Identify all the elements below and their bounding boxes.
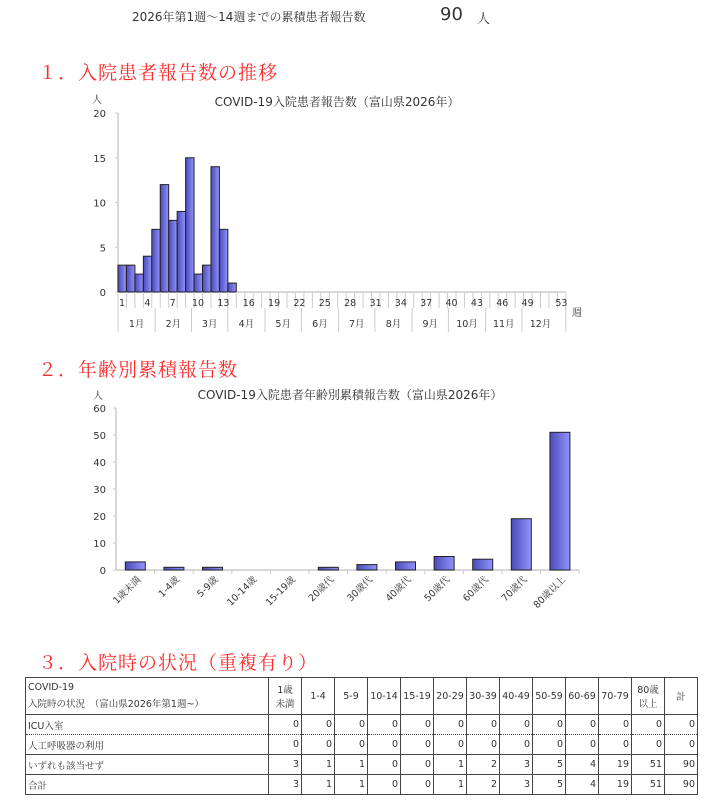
month-label: 3月 xyxy=(201,319,218,330)
weekly-bar xyxy=(118,265,126,292)
col-header: 1-4 xyxy=(302,678,335,715)
table-header-row xyxy=(26,678,698,715)
y-tick-label: 60 xyxy=(93,404,106,415)
table-cell: 0 xyxy=(632,735,665,755)
table-cell: 0 xyxy=(467,715,500,735)
table-cell: 0 xyxy=(401,735,434,755)
table-cell: 19 xyxy=(599,775,632,795)
table-cell: 1 xyxy=(434,755,467,775)
y-tick-label: 0 xyxy=(99,566,106,577)
col-header: 20-29 xyxy=(434,678,467,715)
weekly-bar xyxy=(160,185,168,292)
row-label: 合計 xyxy=(26,775,269,795)
col-header: 計 xyxy=(665,678,698,715)
table-cell: 90 xyxy=(665,775,698,795)
y-tick-label: 20 xyxy=(93,109,106,120)
category-label: 1-4歳 xyxy=(156,574,183,600)
col-header: 10-14 xyxy=(368,678,401,715)
table-cell: 0 xyxy=(566,735,599,755)
table-cell: 1 xyxy=(335,775,368,795)
admission-status-table xyxy=(25,677,698,795)
weekly-bar xyxy=(228,283,236,292)
month-label: 10月 xyxy=(456,319,478,330)
y-tick-label: 5 xyxy=(99,243,106,255)
table-cell: 0 xyxy=(269,735,302,755)
col-header: 40-49 xyxy=(500,678,533,715)
y-tick-label: 40 xyxy=(93,458,106,469)
y-tick-label: 0 xyxy=(99,288,106,299)
table-cell: 90 xyxy=(665,755,698,775)
category-label: 30歳代 xyxy=(345,574,376,605)
table-cell: 0 xyxy=(368,775,401,795)
age-bar xyxy=(357,565,377,570)
table-cell: 1 xyxy=(302,755,335,775)
weekly-bar xyxy=(219,229,227,292)
row-label: 人工呼吸器の利用 xyxy=(26,735,269,755)
x-unit-label: 週 xyxy=(571,308,582,319)
month-label: 12月 xyxy=(529,319,552,330)
age-bar xyxy=(203,567,223,570)
table-cell: 3 xyxy=(500,775,533,795)
table-cell: 1 xyxy=(302,775,335,795)
category-label: 80歳以上 xyxy=(531,574,569,611)
age-bar xyxy=(550,432,570,570)
table-cell: 5 xyxy=(533,775,566,795)
table-row xyxy=(26,775,698,795)
x-tick-label: 19 xyxy=(268,298,281,309)
col-header: 15-19 xyxy=(401,678,434,715)
month-label: 6月 xyxy=(312,319,328,330)
x-tick-label: 16 xyxy=(242,298,255,309)
weekly-chart-title: COVID-19入院患者報告数（富山県2026年） xyxy=(214,95,460,109)
weekly-bar xyxy=(186,158,194,292)
weekly-bar xyxy=(135,274,143,292)
table-cell: 0 xyxy=(269,715,302,735)
col-header: 1歳 未満 xyxy=(269,678,302,715)
table-row xyxy=(26,755,698,775)
table-cell: 0 xyxy=(599,715,632,735)
section-title-status: ３．入院時の状況（重複有り） xyxy=(38,652,319,674)
table-header-label: COVID-19 入院時の状況 （富山県2026年第1週~） xyxy=(26,678,269,715)
x-tick-label: 40 xyxy=(445,298,458,309)
table-cell: 0 xyxy=(434,715,467,735)
table-cell: 0 xyxy=(434,735,467,755)
section-title-weekly: １．入院患者報告数の推移 xyxy=(38,62,279,84)
age-y-unit: 人 xyxy=(93,391,103,402)
x-tick-label: 31 xyxy=(369,298,382,309)
x-tick-label: 13 xyxy=(217,298,230,309)
category-label: 15-19歳 xyxy=(263,574,298,609)
month-label: 1月 xyxy=(128,319,145,330)
month-label: 8月 xyxy=(385,319,402,330)
category-label: 1歳未満 xyxy=(111,574,144,607)
x-tick-label: 1 xyxy=(118,298,126,309)
table-row xyxy=(26,735,698,755)
x-tick-label: 4 xyxy=(144,298,151,309)
table-cell: 0 xyxy=(401,775,434,795)
y-tick-label: 10 xyxy=(93,198,106,210)
y-tick-label: 15 xyxy=(93,153,106,165)
row-label: ICU入室 xyxy=(26,715,269,735)
weekly-bar xyxy=(177,211,185,292)
x-tick-label: 7 xyxy=(169,298,176,309)
table-cell: 51 xyxy=(632,775,665,795)
x-tick-label: 28 xyxy=(344,298,357,309)
age-bar xyxy=(473,559,493,570)
x-tick-label: 22 xyxy=(293,298,306,309)
table-cell: 0 xyxy=(368,715,401,735)
col-header: 80歳 以上 xyxy=(632,678,665,715)
table-cell: 0 xyxy=(599,735,632,755)
table-cell: 1 xyxy=(434,775,467,795)
section-title-age: ２．年齢別累積報告数 xyxy=(38,359,239,381)
y-tick-label: 10 xyxy=(93,539,106,550)
col-header: 60-69 xyxy=(566,678,599,715)
table-cell: 0 xyxy=(500,735,533,755)
category-label: 40歳代 xyxy=(383,574,414,605)
col-header: 50-59 xyxy=(533,678,566,715)
table-cell: 4 xyxy=(566,775,599,795)
month-label: 11月 xyxy=(492,319,515,330)
table-cell: 0 xyxy=(401,715,434,735)
age-bar xyxy=(511,519,531,570)
table-cell: 2 xyxy=(467,755,500,775)
y-tick-label: 30 xyxy=(93,485,106,496)
category-label: 70歳代 xyxy=(499,574,530,605)
table-cell: 0 xyxy=(500,715,533,735)
table-cell: 0 xyxy=(566,715,599,735)
weekly-bar xyxy=(126,265,134,292)
x-tick-label: 46 xyxy=(496,298,509,309)
table-cell: 0 xyxy=(401,755,434,775)
x-tick-label: 34 xyxy=(394,298,407,309)
table-cell: 1 xyxy=(335,755,368,775)
col-header: 30-39 xyxy=(467,678,500,715)
y-tick-label: 20 xyxy=(93,512,106,523)
table-cell: 0 xyxy=(302,715,335,735)
age-chart-title: COVID-19入院患者年齢別累積報告数（富山県2026年） xyxy=(197,388,503,402)
weekly-chart xyxy=(0,0,718,340)
table-cell: 3 xyxy=(269,775,302,795)
table-cell: 0 xyxy=(335,735,368,755)
table-cell: 19 xyxy=(599,755,632,775)
age-bar xyxy=(164,567,184,570)
table-cell: 0 xyxy=(368,755,401,775)
table-cell: 0 xyxy=(533,715,566,735)
y-tick-label: 50 xyxy=(93,431,106,442)
table-cell: 5 xyxy=(533,755,566,775)
summary-count: 90 xyxy=(440,4,463,25)
table-cell: 3 xyxy=(500,755,533,775)
category-label: 10-14歳 xyxy=(225,574,260,609)
summary-unit: 人 xyxy=(477,12,491,27)
age-chart xyxy=(0,380,718,640)
table-cell: 3 xyxy=(269,755,302,775)
table-cell: 51 xyxy=(632,755,665,775)
category-label: 60歳代 xyxy=(461,574,491,605)
weekly-bar xyxy=(143,256,151,292)
weekly-bar xyxy=(169,220,177,292)
category-label: 20歳代 xyxy=(306,574,337,605)
table-cell: 2 xyxy=(467,775,500,795)
col-header: 70-79 xyxy=(599,678,632,715)
table-cell: 0 xyxy=(368,735,401,755)
category-label: 5-9歳 xyxy=(195,574,221,600)
month-label: 7月 xyxy=(348,319,365,330)
category-label: 50歳代 xyxy=(422,574,453,605)
x-tick-label: 53 xyxy=(555,298,568,309)
month-label: 9月 xyxy=(422,319,439,330)
weekly-bar xyxy=(194,274,202,292)
table-cell: 0 xyxy=(665,735,698,755)
x-tick-label: 37 xyxy=(420,298,433,309)
month-label: 4月 xyxy=(238,319,255,330)
age-bar xyxy=(125,562,145,570)
weekly-bar xyxy=(203,265,211,292)
weekly-bar xyxy=(211,167,219,292)
table-cell: 0 xyxy=(665,715,698,735)
age-bar xyxy=(434,557,454,571)
x-tick-label: 49 xyxy=(521,298,534,309)
table-cell: 0 xyxy=(632,715,665,735)
row-label: いずれも該当せず xyxy=(26,755,269,775)
x-tick-label: 25 xyxy=(318,298,331,309)
table-cell: 0 xyxy=(335,715,368,735)
table-cell: 0 xyxy=(533,735,566,755)
col-header: 5-9 xyxy=(335,678,368,715)
table-cell: 0 xyxy=(467,735,500,755)
weekly-bar xyxy=(152,229,160,292)
table-cell: 4 xyxy=(566,755,599,775)
weekly-y-unit: 人 xyxy=(92,95,102,106)
table-row xyxy=(26,715,698,735)
month-label: 2月 xyxy=(165,319,182,330)
month-label: 5月 xyxy=(275,319,291,330)
summary-label: 2026年第1週～14週までの累積患者報告数 xyxy=(132,10,366,24)
table-cell: 0 xyxy=(302,735,335,755)
age-bar xyxy=(318,567,338,570)
x-tick-label: 43 xyxy=(470,298,483,309)
x-tick-label: 10 xyxy=(192,298,205,309)
age-bar xyxy=(396,562,416,570)
